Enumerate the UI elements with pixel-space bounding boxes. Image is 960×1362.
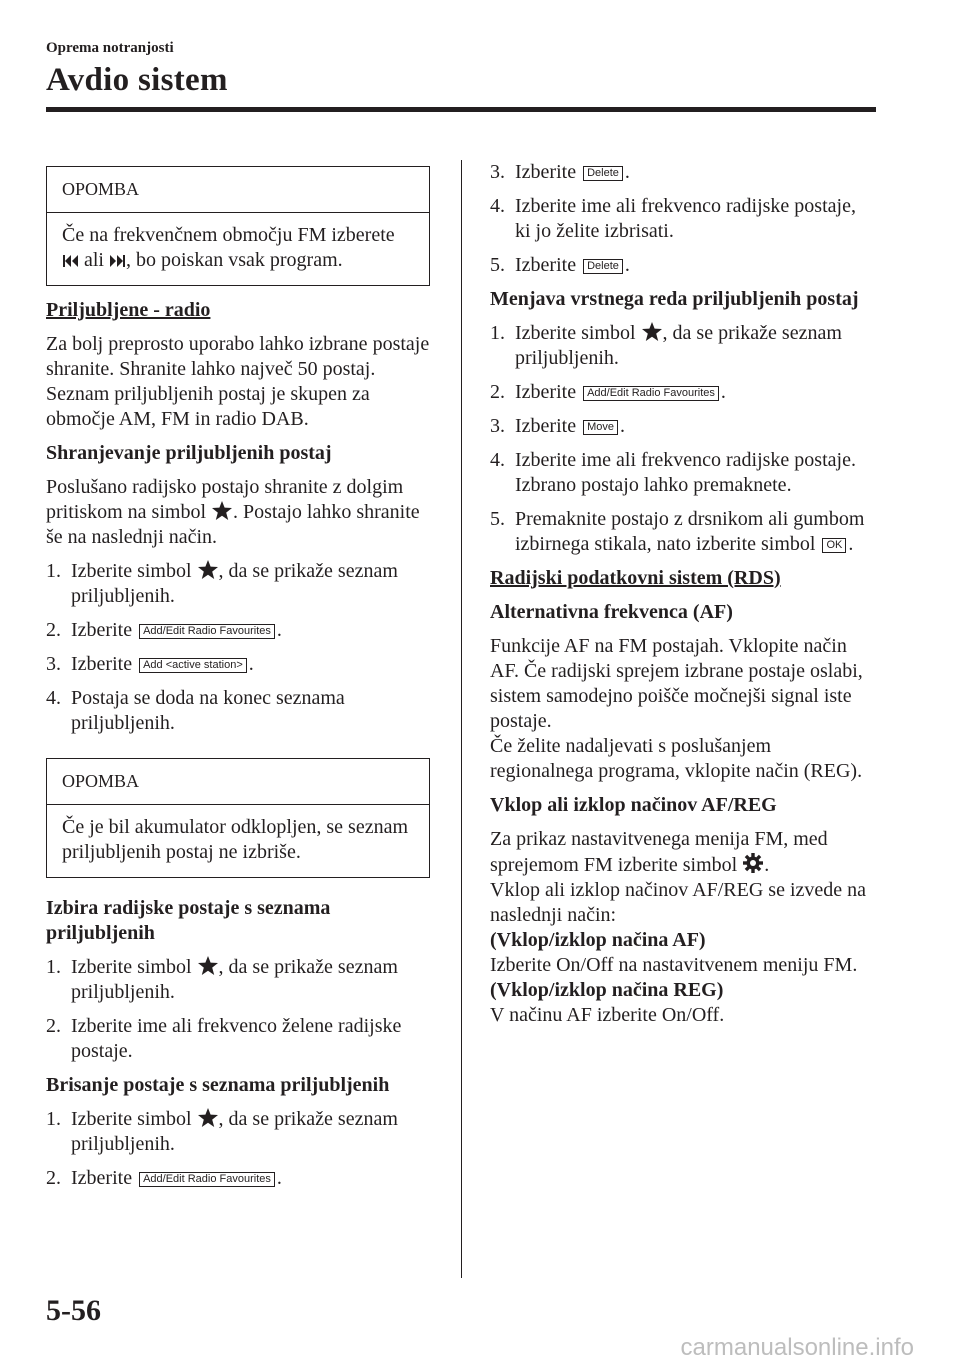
- note-box: [46, 166, 430, 286]
- step-text: [71, 1166, 430, 1191]
- step-number: 3.: [46, 653, 61, 675]
- step-text-part: Izberite simbol: [71, 1108, 197, 1130]
- section-title: Priljubljene - radio: [46, 299, 211, 321]
- step-text-part: .: [276, 619, 282, 641]
- step-text-part: , da se prikaže seznam priljubljenih.: [71, 560, 398, 607]
- paragraph: Funkcije AF na FM postajah. Vklopite način AF. Če radijski sprejem izbrane postaje oslabi, sistem samodejno poišče močnejši signal iste postaje.: [490, 635, 863, 732]
- step-number: 4.: [490, 195, 505, 217]
- note-text-part: Če na frekvenčnem območju FM izberete: [62, 224, 395, 246]
- step-text-part: Izberite: [515, 161, 582, 183]
- step-text: [71, 1107, 430, 1157]
- step-text: [71, 652, 430, 677]
- section-title: Radijski podatkovni sistem (RDS): [490, 567, 781, 589]
- step: [490, 380, 874, 405]
- step-text-part: Izberite: [71, 619, 138, 641]
- step-text-part: Izberite: [515, 254, 582, 276]
- step-number: 4.: [46, 687, 61, 709]
- step-number: 2.: [490, 381, 505, 403]
- step-number: 1.: [46, 1108, 61, 1130]
- step-text-part: , da se prikaže seznam priljubljenih.: [71, 1108, 398, 1155]
- paragraph: [490, 827, 874, 878]
- step: [490, 321, 874, 371]
- step-text: [515, 380, 874, 405]
- step-text-part: Izberite simbol: [71, 560, 197, 582]
- step-text: [515, 321, 874, 371]
- step-text-part: .: [248, 653, 254, 675]
- star-icon: [197, 559, 219, 580]
- step: [46, 1107, 430, 1157]
- header-rule: [46, 107, 876, 112]
- paragraph: Vklop ali izklop načinov AF/REG se izvede na naslednji način:: [490, 879, 867, 926]
- paragraph-part: Za prikaz nastavitvenega menija FM, med sprejemom FM izberite simbol: [490, 828, 828, 876]
- skip-forward-icon: [109, 253, 126, 269]
- step-text: [515, 414, 874, 439]
- subsection-title: Alternativna frekvenca (AF): [490, 601, 733, 623]
- step: [490, 253, 874, 278]
- step-text-part: Izberite: [515, 415, 582, 437]
- step-text: [71, 955, 430, 1005]
- step-text: [515, 160, 874, 185]
- step-text: [71, 618, 430, 643]
- paragraph: Izberite On/Off na nastavitvenem meniju FM.: [490, 954, 858, 976]
- column-divider: [461, 160, 462, 1278]
- add-edit-favourites-button[interactable]: Add/Edit Radio Favourites: [139, 1172, 275, 1187]
- paragraph-part: . Postajo lahko shranite še na naslednji način.: [46, 501, 420, 548]
- note-label: OPOMBA: [47, 167, 429, 213]
- right-column: [490, 160, 874, 1028]
- note-box: [46, 758, 430, 878]
- paragraph: V načinu AF izberite On/Off.: [490, 1004, 725, 1026]
- step-text-part: Premaknite postajo z drsnikom ali gumbom izbirnega stikala, nato izberite simbol: [515, 508, 865, 555]
- step: [490, 414, 874, 439]
- step: [46, 686, 430, 736]
- paragraph-part: Poslušano radijsko postajo shranite z dolgim pritiskom na simbol: [46, 476, 404, 523]
- step-text-part: .: [720, 381, 726, 403]
- step: [46, 652, 430, 677]
- subsection-title: Izbira radijske postaje s seznama priljubljenih: [46, 897, 331, 944]
- step: [490, 448, 874, 498]
- step-text-part: .: [624, 161, 630, 183]
- ok-button[interactable]: OK: [822, 538, 846, 553]
- step-number: 1.: [46, 560, 61, 582]
- paragraph: Če želite nadaljevati s poslušanjem regionalnega programa, vklopite način (REG).: [490, 735, 863, 782]
- skip-back-icon: [62, 253, 79, 269]
- add-edit-favourites-button[interactable]: Add/Edit Radio Favourites: [139, 624, 275, 639]
- step: [490, 160, 874, 185]
- step: [46, 618, 430, 643]
- star-icon: [211, 500, 233, 521]
- add-edit-favourites-button[interactable]: Add/Edit Radio Favourites: [583, 386, 719, 401]
- step: [46, 1166, 430, 1191]
- step-text-part: .: [276, 1167, 282, 1189]
- paragraph: [46, 475, 430, 550]
- step-text: [71, 559, 430, 609]
- step-number: 5.: [490, 254, 505, 276]
- watermark: carmanualsonline.info: [680, 1334, 914, 1361]
- step-number: 3.: [490, 161, 505, 183]
- paragraph-part: .: [764, 854, 770, 876]
- step-number: 1.: [46, 956, 61, 978]
- step-text-part: Izberite: [71, 653, 138, 675]
- star-icon: [641, 321, 663, 342]
- header-section: Oprema notranjosti: [46, 40, 174, 56]
- star-icon: [197, 1107, 219, 1128]
- move-button[interactable]: Move: [583, 420, 618, 435]
- page-number: 5-56: [46, 1294, 101, 1327]
- note-label: OPOMBA: [47, 759, 429, 805]
- step-text: Izberite ime ali frekvenco želene radijske postaje.: [71, 1015, 402, 1062]
- step-text-part: Izberite simbol: [515, 322, 641, 344]
- gear-icon: [742, 852, 764, 874]
- delete-button[interactable]: Delete: [583, 166, 623, 181]
- paragraph: Za bolj preprosto uporabo lahko izbrane postaje shranite. Shranite lahko največ 50 postaj. Seznam priljubljenih postaj je skupen za območje AM, FM in radio DAB.: [46, 333, 430, 430]
- step-number: 4.: [490, 449, 505, 471]
- subsection-title: Menjava vrstnega reda priljubljenih postaj: [490, 288, 859, 310]
- step-text-part: Izberite: [515, 381, 582, 403]
- mode-title: (Vklop/izklop načina REG): [490, 979, 724, 1001]
- step-number: 2.: [46, 1167, 61, 1189]
- page-title: Avdio sistem: [46, 62, 228, 98]
- step-number: 3.: [490, 415, 505, 437]
- note-text-part: ali: [79, 249, 109, 271]
- step-number: 5.: [490, 508, 505, 530]
- step-text: Izberite ime ali frekvenco radijske postaje. Izbrano postajo lahko premaknete.: [515, 449, 856, 496]
- step-text-part: .: [619, 415, 625, 437]
- step-text-part: .: [624, 254, 630, 276]
- step: [490, 194, 874, 244]
- step-number: 1.: [490, 322, 505, 344]
- step: [46, 955, 430, 1005]
- mode-title: (Vklop/izklop načina AF): [490, 929, 706, 951]
- note-text: [47, 213, 429, 285]
- subsection-title: Shranjevanje priljubljenih postaj: [46, 442, 332, 464]
- step-number: 2.: [46, 1015, 61, 1037]
- step: [46, 1014, 430, 1064]
- subsection-title: Vklop ali izklop načinov AF/REG: [490, 794, 777, 816]
- step-number: 2.: [46, 619, 61, 641]
- step-text: [515, 507, 874, 557]
- step: [490, 507, 874, 557]
- step-text: Postaja se doda na konec seznama priljubljenih.: [71, 687, 345, 734]
- step-text-part: Izberite simbol: [71, 956, 197, 978]
- subsection-title: Brisanje postaje s seznama priljubljenih: [46, 1074, 390, 1096]
- step-text: [515, 253, 874, 278]
- star-icon: [197, 955, 219, 976]
- step-text-part: Izberite: [71, 1167, 138, 1189]
- note-text-part: , bo poiskan vsak program.: [126, 249, 343, 271]
- step-text: Izberite ime ali frekvenco radijske postaje, ki jo želite izbrisati.: [515, 195, 856, 242]
- delete-button[interactable]: Delete: [583, 259, 623, 274]
- step-text-part: , da se prikaže seznam priljubljenih.: [71, 956, 398, 1003]
- step-text-part: , da se prikaže seznam priljubljenih.: [515, 322, 842, 369]
- add-active-station-button[interactable]: Add <active station>: [139, 658, 247, 673]
- note-text: Če je bil akumulator odklopljen, se seznam priljubljenih postaj ne izbriše.: [62, 816, 409, 863]
- left-column: [46, 160, 430, 1200]
- step: [46, 559, 430, 609]
- step-text-part: .: [848, 533, 854, 555]
